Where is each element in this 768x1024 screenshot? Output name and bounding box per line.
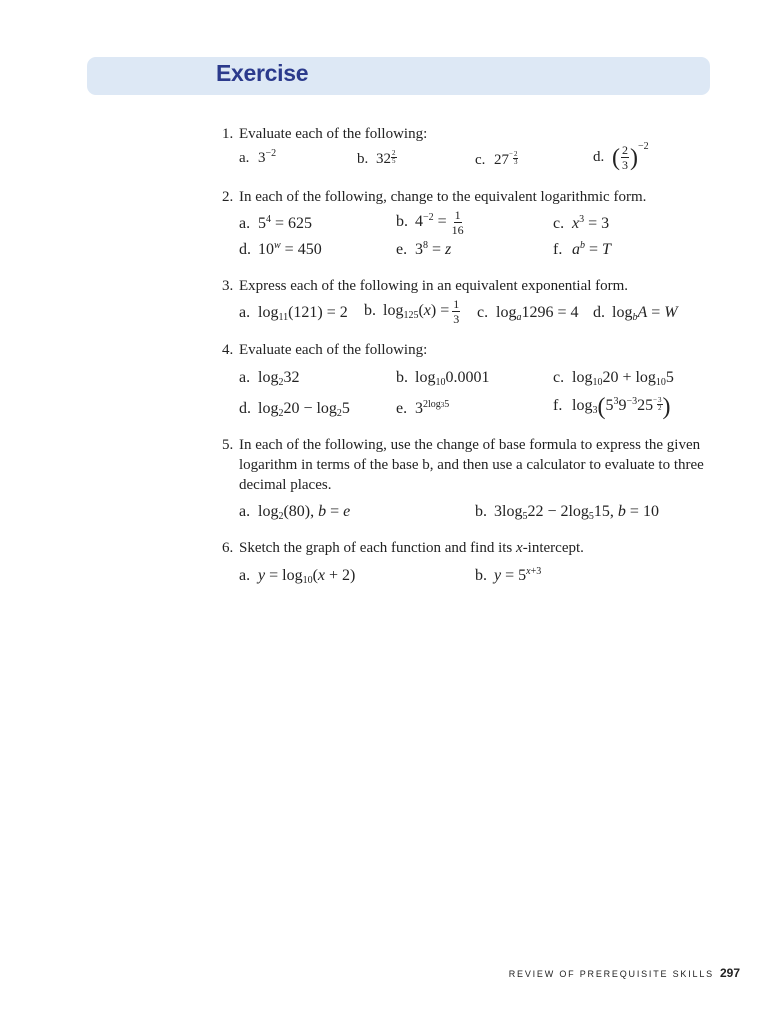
page-number: 297 — [719, 966, 740, 980]
q3-part-a: a. $\log_{11}(121) = 2$ — [239, 304, 348, 323]
q4-part-c: c. $\log_{10}20 + \log_{10}5$ — [553, 369, 674, 388]
q3-part-c: c. $\log_a1296 = 4$ — [477, 304, 579, 323]
question-5-line-2: logarithm in terms of the base b, and then use a calculator to evaluate to three — [239, 457, 704, 473]
question-5-line-3: decimal places. — [239, 477, 332, 493]
exercise-title: Exercise — [216, 60, 309, 86]
q2-part-a: a. $5^4 = 625$ — [239, 214, 313, 232]
q1-part-d: d. ( $\frac{2}{3}$ )$^{-2}$ — [593, 140, 649, 172]
question-3: 3. Express each of the following in an equivalent exponential form. — [222, 278, 629, 294]
q5-part-b: b. $3\log_522 - 2\log_515$, b = 10 — [475, 503, 659, 522]
question-6: 6. Sketch the graph of each function and find its x-intercept. — [222, 540, 584, 556]
question-4: 4. Evaluate each of the following: — [222, 342, 428, 358]
question-2: 2. In each of the following, change to the equivalent logarithmic form. — [222, 189, 647, 205]
q1-part-c: c. 27− $\frac{2}{3}$ — [475, 150, 518, 168]
q4-part-b: b. $\log_{10}0.0001$ — [396, 369, 490, 388]
q6-part-a: a. $y = \log_{10}(x + 2)$ — [239, 567, 356, 586]
q3-part-b: b. $\log_{125}(x)$ = $\frac{1}{3}$ — [364, 297, 460, 326]
q4-part-a: a. $\log_232$ — [239, 369, 300, 388]
q5-part-a: a. $\log_2(80)$, b = e — [239, 503, 351, 522]
q2-part-f: f. $a^b = T$ — [553, 240, 611, 258]
q1-part-b: b. 32 $\frac{2}{5}$ — [357, 149, 396, 167]
q3-part-d: d. $\log_bA = W$ — [593, 304, 678, 323]
q2-part-d: d. $10^w = 450$ — [239, 240, 322, 258]
running-head: REVIEW OF PREREQUISITE SKILLS — [508, 969, 714, 979]
q4-part-f: f. $\log_3(5^39^{-3}25^-$ $\frac{3}{2}$ ) — [553, 394, 671, 420]
q2-part-b: b. $4^{-2}$ = $\frac{1}{16}$ — [396, 208, 464, 237]
q2-part-c: c. $x^3 = 3$ — [553, 214, 610, 232]
q4-part-e: e. $3^{2log35}$ — [396, 399, 450, 417]
question-1: 1. Evaluate each of the following: — [222, 126, 428, 142]
question-5: 5. In each of the following, use the change of base formula to express the given — [222, 437, 701, 453]
q2-part-e: e. $3^8 = z$ — [396, 240, 452, 258]
page-footer — [509, 966, 740, 980]
exercise-banner — [87, 57, 710, 95]
q6-part-b: b. $y = 5^{x+3}$ — [475, 566, 542, 584]
q1-part-a: a. $3^{-2}$ — [239, 148, 277, 166]
q4-part-d: d. $\log_220 - \log_25$ — [239, 400, 350, 419]
